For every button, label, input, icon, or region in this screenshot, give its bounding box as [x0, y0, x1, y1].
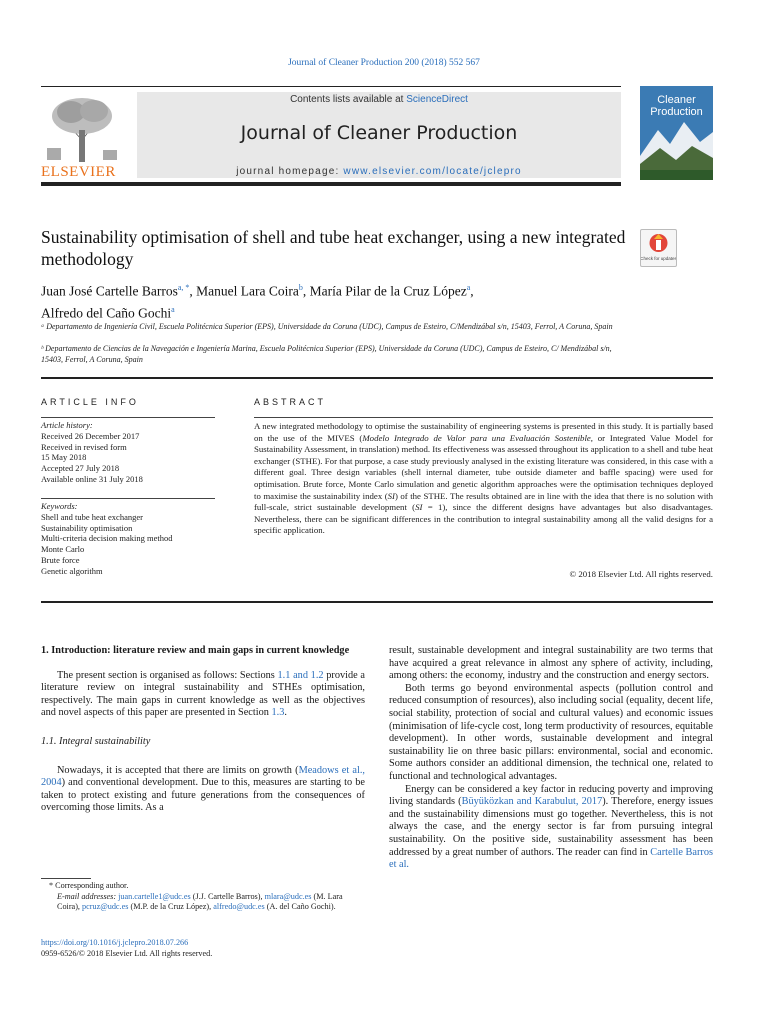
author-list: Juan José Cartelle Barros$^{a, *}$, Manuel Lara Coira$^b$, María Pilar de la Cruz López$^a$, Alfredo del Caño Gochi$^a$	[41, 283, 474, 320]
cover-title-line1: Cleaner	[657, 94, 696, 106]
keyword: Multi-criteria decision making method	[41, 533, 173, 544]
paragraph	[41, 670, 365, 720]
paragraph	[41, 765, 365, 815]
sciencedirect-link[interactable]: ScienceDirect	[406, 94, 468, 105]
journal-cover-thumbnail[interactable]	[640, 86, 713, 180]
abstract-italic: SI	[387, 490, 395, 501]
article-history	[41, 420, 231, 485]
paragraph	[389, 784, 713, 872]
paragraph-text: provide a literature review on integral sustainability and STHEs optimisation, respectively. The main gaps in current knowledge as well as the objectives and novel aspects of this paper are presented in Section	[41, 669, 365, 719]
history-entry: Received in revised form	[41, 441, 127, 452]
section-crossref-link[interactable]: 1.3	[271, 707, 285, 719]
section-1-heading: 1. Introduction: literature review and main gaps in current knowledge	[41, 645, 350, 656]
footnote-rule	[41, 878, 91, 879]
article-info-heading: ARTICLE INFO	[41, 397, 139, 407]
history-entry: 15 May 2018	[41, 452, 87, 463]
journal-citation-link[interactable]: Journal of Cleaner Production 200 (2018) 552 567	[288, 58, 480, 68]
masthead	[41, 86, 713, 182]
contents-line	[137, 94, 621, 105]
crossmark-label: Check for updates	[641, 256, 676, 261]
email-owner: (J.J. Cartelle Barros),	[190, 891, 265, 901]
abstract-part: A new integrated methodology to optimise the sustainability of engineering systems is presented in this study. It is partially based on the use of the MIVES (	[254, 421, 713, 443]
cover-title	[640, 94, 713, 118]
citation-link[interactable]: Cartelle Barros et al.	[389, 846, 713, 871]
journal-homepage-line	[137, 166, 621, 177]
keywords-block	[41, 501, 231, 577]
history-entry: Available online 31 July 2018	[41, 473, 143, 484]
paragraph-text: ) and conventional development. Due to this, measures are starting to be taken to protect existing and future generations from the consequences of overcoming those limits. As a	[41, 777, 365, 814]
email-owner: (A. del Caño Gochi).	[264, 902, 336, 911]
citation-link[interactable]: Meadows et al., 2004	[41, 764, 366, 789]
body-column-left	[41, 645, 365, 815]
history-entry: Accepted 27 July 2018	[41, 463, 120, 474]
keywords-rule	[41, 498, 215, 499]
email-owner: (M.P. de la Cruz López),	[128, 902, 214, 911]
affiliation-b: ᵇ Departamento de Ciencias de la Navegación e Ingeniería Marina, Escuela Politécnica Superior (EPS), Universidade da Coruna (UDC), Campus de Esteiro, C/ Mendizábal s/n, 15403, Ferrol, A Coruna, Spain	[41, 344, 612, 364]
email-link[interactable]: pcruz@udc.es	[82, 902, 129, 911]
elsevier-tree-logo-icon	[41, 92, 123, 174]
body-column-right	[389, 645, 713, 872]
paper-title: Sustainability optimisation of shell and tube heat exchanger, using a new integrated methodology	[41, 227, 626, 269]
email-addresses	[41, 892, 365, 913]
abstract-italic: Modelo Integrado de Valor para una Evaluación Sostenible	[362, 432, 591, 443]
abstract-heading: ABSTRACT	[254, 397, 327, 407]
homepage-link[interactable]: www.elsevier.com/locate/jclepro	[343, 166, 522, 177]
doi-link[interactable]: https://doi.org/10.1016/j.jclepro.2018.07.266	[41, 938, 189, 947]
paragraph: Both terms go beyond environmental aspects (pollution control and reduced consumption of resources), also including social (equality, decent life, social stability, protection of social and cultural values) and economic issues (minimisation of life-cycle cost, long term productivity of resources, equitable development). In other words, sustainable development and integral sustainability lie on three basic pillars: environmental, social and economic. Some authors consider an additional dimension, the technical one, related to functional and technological advantages.	[389, 682, 713, 782]
homepage-prefix: journal homepage:	[236, 166, 344, 177]
abstract-text	[254, 421, 713, 537]
keywords-label: Keywords:	[41, 501, 78, 511]
author-name[interactable]: Juan José Cartelle Barros	[41, 283, 178, 299]
citation-link[interactable]: Büyüközkan and Karabulut, 2017	[461, 796, 603, 808]
history-entry: Received 26 December 2017	[41, 430, 140, 441]
history-label: Article history:	[41, 420, 93, 430]
keyword: Monte Carlo	[41, 544, 85, 555]
keyword: Shell and tube heat exchanger	[41, 511, 143, 522]
author-affiliation-marker[interactable]: a	[171, 304, 175, 314]
email-link[interactable]: juan.cartelle1@udc.es	[118, 891, 191, 901]
paragraph-text: Energy can be considered a key factor in reducing poverty and improving living standards (	[389, 783, 713, 808]
issn-line: 0959-6526/© 2018 Elsevier Ltd. All rights reserved.	[41, 948, 213, 958]
paragraph-text: .	[284, 707, 287, 719]
keyword: Genetic algorithm	[41, 565, 103, 576]
author-name[interactable]: María Pilar de la Cruz López	[309, 283, 467, 299]
masthead-center-panel	[137, 92, 621, 178]
section-crossref-link[interactable]: 1.1 and 1.2	[277, 669, 324, 681]
crossmark-icon	[641, 230, 676, 266]
masthead-bottom-rule	[41, 182, 621, 186]
abstract-part: ) of the STHE. The results obtained are in line with the idea that there is no solution with full-scale, strict sustainable development (	[254, 490, 713, 513]
journal-title: Journal of Cleaner Production	[240, 122, 518, 144]
contents-prefix: Contents lists available at	[290, 94, 407, 105]
abstract-rule	[254, 417, 713, 418]
email-label: E-mail addresses:	[57, 891, 119, 901]
abstract-part: , or Integrated Value Model for Sustainability Assessment, in translation) method. Its effectiveness was assessed throughout its application to a shell and tube heat exchanger (STHE). For that purpose, a case study previously analysed in the existing literature was considered, in this case with a different goal. Three design variables (shell internal diameter, tube outside diameter and baffle spacing) were used for optimisation. Brute force, Monte Carlo simulation and genetic algorithm approaches were the optimisation techniques deployed to maximise the sustainability index (	[254, 432, 713, 501]
footnote-block	[41, 881, 365, 913]
author-affiliation-marker[interactable]: a, *	[177, 283, 190, 292]
abstract-italic: SI	[415, 502, 423, 513]
paragraph-text: The present section is organised as follows: Sections	[57, 669, 278, 681]
section-divider	[41, 377, 713, 379]
author-name[interactable]: Alfredo del Caño Gochi	[41, 305, 172, 320]
check-for-updates-badge[interactable]	[640, 229, 677, 267]
section-divider	[41, 601, 713, 603]
paragraph: result, sustainable development and integral sustainability are two terms that have acquired a great relevance in almost any sphere of activity, including, among others: the economy, industry and the construction and energy sectors.	[389, 645, 713, 682]
corresponding-author-note: * Corresponding author.	[49, 881, 129, 890]
keyword: Brute force	[41, 554, 80, 565]
article-info-rule	[41, 417, 215, 418]
author-name[interactable]: Manuel Lara Coira	[196, 283, 299, 299]
paragraph-text: ). Therefore, energy issues and the sustainability dimensions must go together. Nevertheless, this is not always the case, and the energy sector is far from pursuing integral sustainability. On the positive side, sustainability assessment has been addressed by a great number of authors. The reader can find in	[389, 796, 713, 858]
cover-title-line2: Production	[650, 106, 703, 118]
paragraph-text: Nowadays, it is accepted that there are limits on growth (	[57, 764, 299, 776]
affiliation-a: ᵃ Departamento de Ingeniería Civil, Escuela Politécnica Superior (EPS), Universidade da Coruna (UDC), Campus de Esteiro, C/Mendizábal s/n, 15403, Ferrol, A Coruna, Spain	[41, 322, 613, 331]
masthead-top-rule	[41, 86, 621, 87]
doi-block	[41, 938, 212, 959]
email-link[interactable]: mlara@udc.es	[264, 891, 312, 901]
email-link[interactable]: alfredo@udc.es	[213, 902, 265, 911]
abstract-part: = 1), since the different designs have advantages but also disadvantages. Nevertheless, there can be significant differences in the contribution to integral sustainability among all the valid designs for a specific application.	[254, 502, 714, 536]
email-owner: (M. Lara Coira),	[57, 891, 343, 911]
author-affiliation-marker[interactable]: a	[466, 283, 471, 292]
author-affiliation-marker[interactable]: b	[298, 283, 303, 292]
abstract-copyright: © 2018 Elsevier Ltd. All rights reserved.	[569, 569, 713, 579]
keyword: Sustainability optimisation	[41, 522, 133, 533]
section-1-1-heading: 1.1. Integral sustainability	[41, 735, 151, 747]
elsevier-wordmark: ELSEVIER	[41, 164, 116, 180]
